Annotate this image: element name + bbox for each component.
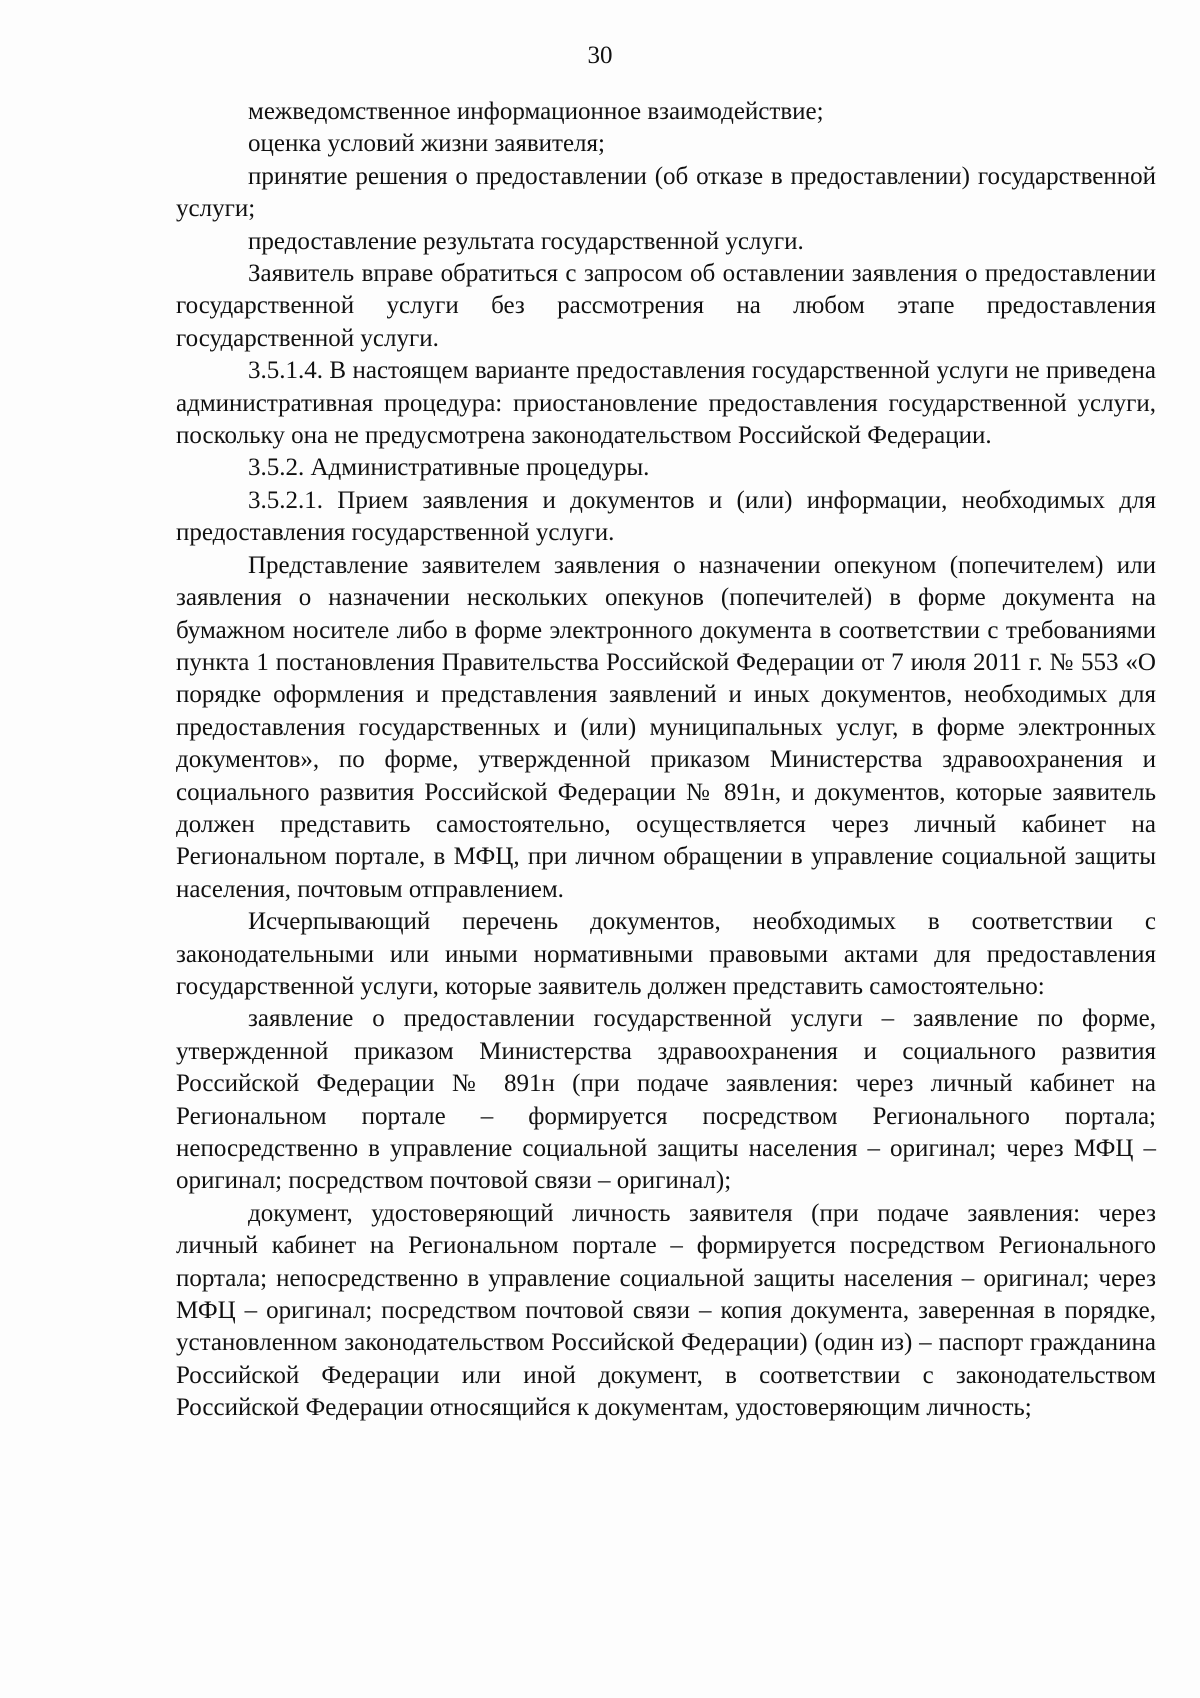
paragraph: заявление о предоставлении государственной услуги – заявление по форме, утвержденной приказом Министерства здравоохранения и социального развития Российской Федерации № 891н (при подаче заявления: через личный кабинет на Региональном портале – формируется посредством Регионального портала; непосредственно в управление социальной защиты населения – оригинал; через МФЦ – оригинал; посредством почтовой связи – оригинал); xyxy=(176,1005,1156,1195)
page-number: 30 xyxy=(587,42,613,69)
paragraph: 3.5.2. Административные процедуры. xyxy=(248,454,650,482)
document-body xyxy=(176,96,1156,1425)
paragraph: документ, удостоверяющий личность заявителя (при подаче заявления: через личный кабинет на Региональном портале – формируется посредством Регионального портала; непосредственно в управление социальной защиты населения – оригинал; через МФЦ – оригинал; посредством почтовой связи – копия документа, заверенная в порядке, установленном законодательством Российской Федерации) (один из) – паспорт гражданина Российской Федерации или иной документ, в соответствии с законодательством Российской Федерации относящийся к документам, удостоверяющим личность; xyxy=(176,1199,1156,1422)
paragraph: 3.5.1.4. В настоящем варианте предоставления государственной услуги не приведена административная процедура: приостановление предоставления государственной услуги, поскольку она не предусмотрена законодательством Российской Федерации. xyxy=(176,357,1156,450)
paragraph: Заявитель вправе обратиться с запросом об оставлении заявления о предоставлении государственной услуги без рассмотрения на любом этапе предоставления государственной услуги. xyxy=(176,260,1156,352)
paragraph: межведомственное информационное взаимодействие; xyxy=(248,98,824,125)
paragraph: принятие решения о предоставлении (об отказе в предоставлении) государственной услуги; xyxy=(176,162,1156,223)
paragraph: Исчерпывающий перечень документов, необходимых в соответствии с законодательными или иными нормативными правовыми актами для предоставления государственной услуги, которые заявитель должен представить самостоятельно: xyxy=(176,908,1156,1000)
paragraph: Представление заявителем заявления о назначении опекуном (попечителем) или заявления о назначении нескольких опекунов (попечителей) в форме документа на бумажном носителе либо в форме электронного документа в соответствии с требованиями пункта 1 постановления Правительства Российской Федерации от 7 июля 2011 г. № 553 «О порядке оформления и представления заявлений и иных документов, необходимых для предоставления государственных и (или) муниципальных услуг, в форме электронных документов», по форме, утвержденной приказом Министерства здравоохранения и социального развития Российской Федерации № 891н, и документов, которые заявитель должен представить самостоятельно, осуществляется через личный кабинет на Региональном портале, в МФЦ, при личном обращении в управление социальной защиты населения, почтовым отправлением. xyxy=(176,551,1156,903)
paragraph: 3.5.2.1. Прием заявления и документов и (или) информации, необходимых для предоставления государственной услуги. xyxy=(176,486,1156,547)
paragraph: оценка условий жизни заявителя; xyxy=(248,130,605,158)
paragraph: предоставление результата государственной услуги. xyxy=(248,227,804,255)
